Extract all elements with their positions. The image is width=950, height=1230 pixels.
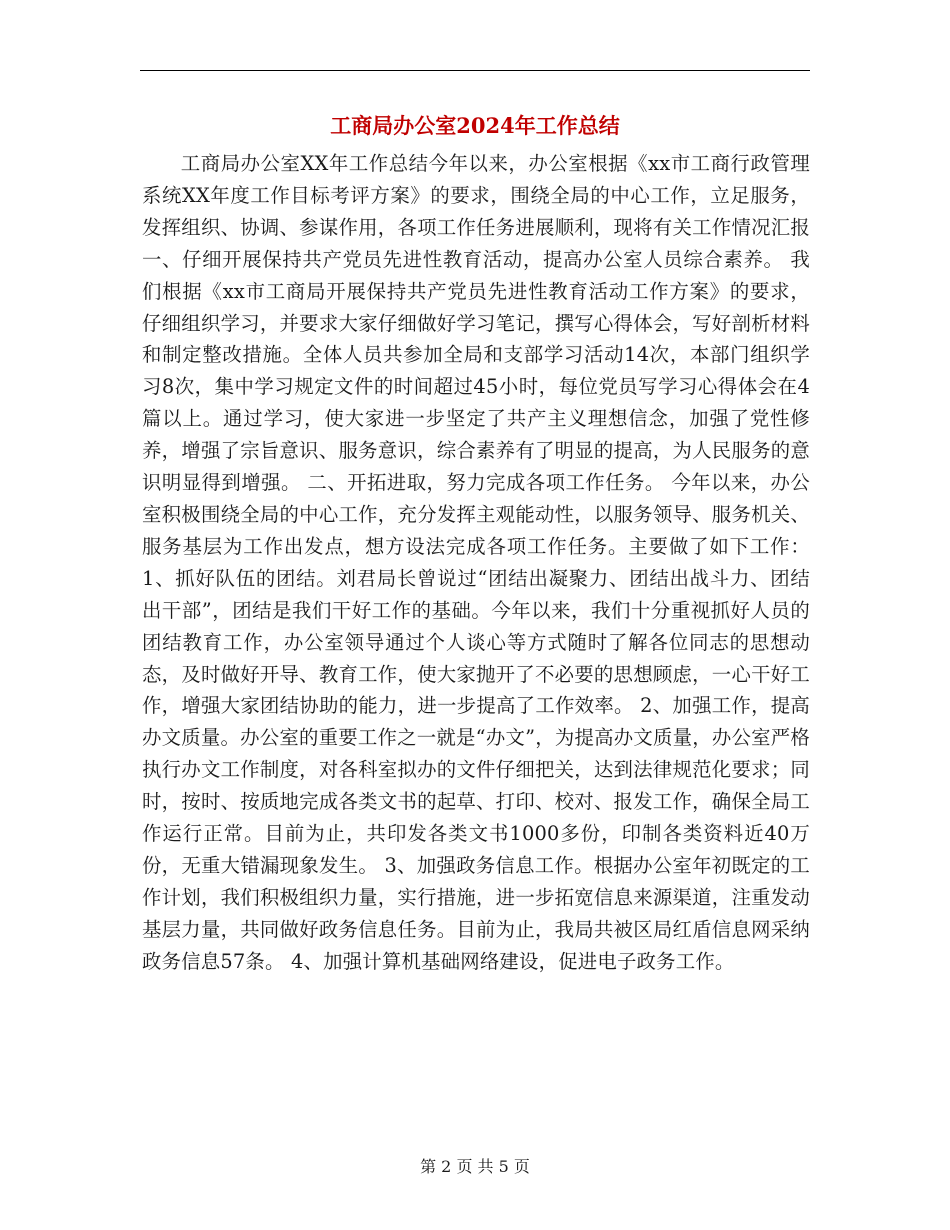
document-body: 工商局办公室XX年工作总结今年以来，办公室根据《xx市工商行政管理系统XX年度工作目标考评方案》的要求，围绕全局的中心工作，立足服务，发挥组织、协调、参谋作用，各项工作任务进展顺利，现将有关工作情况汇报 一、仔细开展保持共产党员先进性教育活动，提高办公室人员综合素养。 我们根据《xx市工商局开展保持共产党员先进性教育活动工作方案》的要求，仔细组织学习，并要求大家仔细做好学习笔记，撰写心得体会，写好剖析材料和制定整改措施。全体人员共参加全局和支部学习活动14次，本部门组织学习8次，集中学习规定文件的时间超过45小时，每位党员写学习心得体会在4篇以上。通过学习，使大家进一步坚定了共产主义理想信念，加强了党性修养，增强了宗旨意识、服务意识，综合素养有了明显的提高，为人民服务的意识明显得到增强。 二、开拓进取，努力完成各项工作任务。 今年以来，办公室积极围绕全局的中心工作，充分发挥主观能动性，以服务领导、服务机关、服务基层为工作出发点，想方设法完成各项工作任务。主要做了如下工作：1、抓好队伍的团结。刘君局长曾说过“团结出凝聚力、团结出战斗力、团结出干部”，团结是我们干好工作的基础。今年以来，我们十分重视抓好人员的团结教育工作，办公室领导通过个人谈心等方式随时了解各位同志的思想动态，及时做好开导、教育工作，使大家抛开了不必要的思想顾虑，一心干好工作，增强大家团结协助的能力，进一步提高了工作效率。 2、加强工作，提高办文质量。办公室的重要工作之一就是“办文”，为提高办文质量，办公室严格执行办文工作制度，对各科室拟办的文件仔细把关，达到法律规范化要求；同时，按时、按质地完成各类文书的起草、打印、校对、报发工作，确保全局工作运行正常。目前为止，共印发各类文书1000多份，印制各类资料近40万份，无重大错漏现象发生。 3、加强政务信息工作。根据办公室年初既定的工作计划，我们积极组织力量，实行措施，进一步拓宽信息来源渠道，注重发动基层力量，共同做好政务信息任务。目前为止，我局共被区局红盾信息网采纳政务信息57条。 4、加强计算机基础网络建设，促进电子政务工作。 bbox=[142, 152, 810, 973]
header-rule bbox=[140, 70, 810, 71]
page-number: 第 2 页 共 5 页 bbox=[420, 1157, 530, 1176]
document-title: 工商局办公室2024年工作总结 bbox=[330, 113, 620, 138]
